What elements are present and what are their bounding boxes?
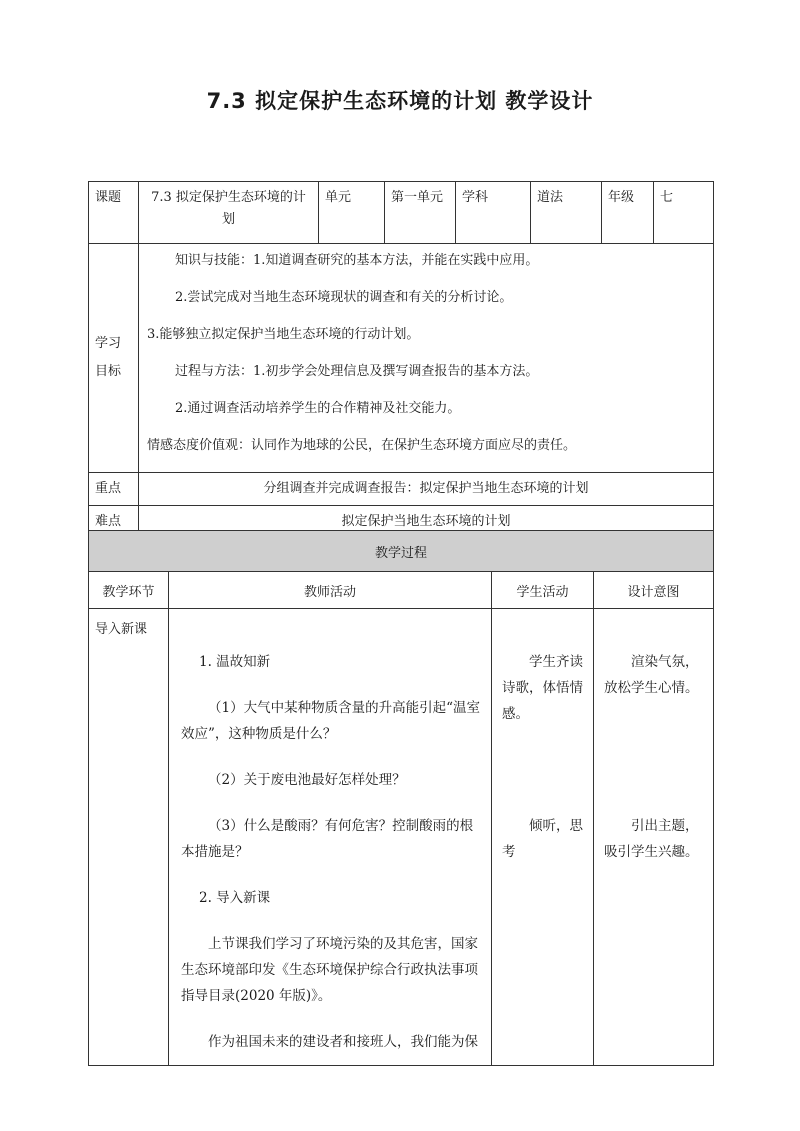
column-header: 学生活动 xyxy=(492,572,594,609)
column-header: 教师活动 xyxy=(169,572,492,609)
objectives-row xyxy=(89,244,714,473)
objectives-content xyxy=(139,244,714,473)
objective-line: 过程与方法：1.初步学会处理信息及撰写调查报告的基本方法。 xyxy=(175,364,539,379)
objectives-label-line2: 目标 xyxy=(95,364,122,379)
teacher-activity-line: 1. 温故知新 xyxy=(199,654,271,670)
student-activity-line: 学生齐读诗歌，体悟情感。 xyxy=(502,654,583,722)
student-activity-line: 倾听，思考 xyxy=(502,818,583,860)
grade-value: 七 xyxy=(654,182,714,244)
teacher-activity-line: （2）关于废电池最好怎样处理？ xyxy=(208,772,406,788)
objective-line: 情感态度价值观：认同作为地球的公民，在保护生态环境方面应尽的责任。 xyxy=(147,438,577,453)
teacher-activity-cell xyxy=(169,609,492,1066)
unit-label: 单元 xyxy=(319,182,385,244)
teacher-activity-line: 上节课我们学习了环境污染的及其危害，国家生态环境部印发《生态环境保护综合行政执法事项指导目录(2020 年版)》。 xyxy=(181,936,478,1004)
objectives-label xyxy=(89,244,139,473)
column-header: 设计意图 xyxy=(594,572,714,609)
objective-line: 2.通过调查活动培养学生的合作精神及社交能力。 xyxy=(175,401,461,416)
stage-cell: 导入新课 xyxy=(89,609,169,1066)
objective-line: 知识与技能：1.知道调查研究的基本方法，并能在实践中应用。 xyxy=(175,253,539,268)
subject-label: 学科 xyxy=(456,182,531,244)
course-label: 课题 xyxy=(89,182,139,244)
grade-label: 年级 xyxy=(602,182,654,244)
teacher-activity-line: （1）大气中某种物质含量的升高能引起“温室效应”，这种物质是什么？ xyxy=(181,700,480,742)
lesson-info-table xyxy=(88,181,714,544)
subject-value: 道法 xyxy=(531,182,602,244)
key-point-label: 重点 xyxy=(89,473,139,506)
key-point-row xyxy=(89,473,714,506)
objective-line: 3.能够独立拟定保护当地生态环境的行动计划。 xyxy=(147,327,420,342)
teacher-activity-line: 2. 导入新课 xyxy=(199,890,271,906)
process-heading-row xyxy=(89,531,714,572)
teacher-activity-line: （3）什么是酸雨？有何危害？控制酸雨的根本措施是？ xyxy=(181,818,474,860)
course-value: 7.3 拟定保护生态环境的计划 xyxy=(139,182,319,244)
design-intent-cell xyxy=(594,609,714,1066)
teacher-activity-line: 作为祖国未来的建设者和接班人，我们能为保 xyxy=(208,1034,478,1050)
unit-value: 第一单元 xyxy=(385,182,456,244)
document-title: 7.3 拟定保护生态环境的计划 教学设计 xyxy=(206,89,594,113)
difficult-point-value: 拟定保护当地生态环境的计划 xyxy=(139,506,714,544)
teaching-process-table xyxy=(88,530,714,1066)
key-point-value: 分组调查并完成调查报告：拟定保护当地生态环境的计划 xyxy=(139,473,714,506)
objective-line: 2.尝试完成对当地生态环境现状的调查和有关的分析讨论。 xyxy=(175,290,513,305)
design-intent-line: 渲染气氛，放松学生心情。 xyxy=(604,654,699,696)
column-header: 教学环节 xyxy=(89,572,169,609)
design-intent-line: 引出主题，吸引学生兴趣。 xyxy=(604,818,699,860)
student-activity-cell xyxy=(492,609,594,1066)
difficult-point-label: 难点 xyxy=(89,506,139,544)
process-heading: 教学过程 xyxy=(89,531,714,572)
process-header-row xyxy=(89,572,714,609)
objectives-label-line1: 学习 xyxy=(95,336,122,351)
info-row xyxy=(89,182,714,244)
process-row xyxy=(89,609,714,1066)
